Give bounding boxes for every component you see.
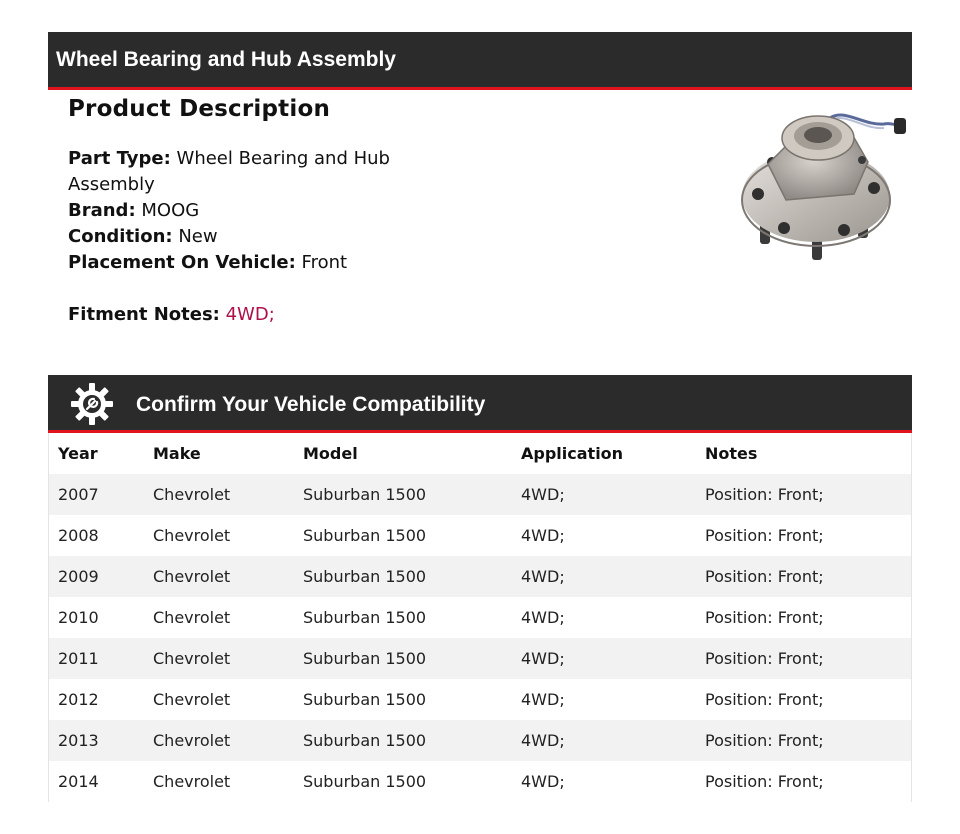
description-heading: Product Description <box>68 96 331 122</box>
cell-application: 4WD; <box>512 515 696 556</box>
cell-notes: Position: Front; <box>696 679 911 720</box>
table-header-row <box>49 433 911 474</box>
compatibility-table-container <box>48 433 912 802</box>
product-title: Wheel Bearing and Hub Assembly <box>56 47 396 71</box>
fitment-value: 4WD; <box>225 304 275 325</box>
cell-year: 2011 <box>49 638 144 679</box>
cell-make: Chevrolet <box>144 679 294 720</box>
part-type-value: Wheel Bearing and Hub Assembly <box>68 148 390 195</box>
part-type-label: Part Type: <box>68 148 171 169</box>
compatibility-table <box>49 433 911 802</box>
cell-notes: Position: Front; <box>696 720 911 761</box>
cell-model: Suburban 1500 <box>294 720 512 761</box>
cell-make: Chevrolet <box>144 638 294 679</box>
cell-year: 2007 <box>49 474 144 515</box>
table-row <box>49 556 911 597</box>
compatibility-title: Confirm Your Vehicle Compatibility <box>136 393 486 416</box>
brand-value: MOOG <box>141 200 200 221</box>
table-row <box>49 679 911 720</box>
cell-notes: Position: Front; <box>696 474 911 515</box>
cell-year: 2013 <box>49 720 144 761</box>
cell-application: 4WD; <box>512 638 696 679</box>
column-year: Year <box>58 444 98 463</box>
product-description <box>68 96 408 328</box>
cell-model: Suburban 1500 <box>294 474 512 515</box>
column-make: Make <box>153 444 201 463</box>
compatibility-header <box>48 375 912 433</box>
cell-model: Suburban 1500 <box>294 761 512 802</box>
cell-make: Chevrolet <box>144 761 294 802</box>
cell-application: 4WD; <box>512 556 696 597</box>
condition-label: Condition: <box>68 226 173 247</box>
placement-row <box>68 250 408 276</box>
fitment-label: Fitment Notes: <box>68 304 220 325</box>
cell-application: 4WD; <box>512 761 696 802</box>
cell-application: 4WD; <box>512 474 696 515</box>
cell-model: Suburban 1500 <box>294 638 512 679</box>
column-application: Application <box>521 444 624 463</box>
part-type-row <box>68 146 408 198</box>
table-row <box>49 638 911 679</box>
cell-notes: Position: Front; <box>696 515 911 556</box>
condition-row <box>68 224 408 250</box>
cell-make: Chevrolet <box>144 556 294 597</box>
cell-year: 2008 <box>49 515 144 556</box>
cell-model: Suburban 1500 <box>294 679 512 720</box>
cell-application: 4WD; <box>512 597 696 638</box>
cell-notes: Position: Front; <box>696 597 911 638</box>
cell-make: Chevrolet <box>144 515 294 556</box>
cell-year: 2012 <box>49 679 144 720</box>
brand-row <box>68 198 408 224</box>
cell-model: Suburban 1500 <box>294 597 512 638</box>
table-row <box>49 474 911 515</box>
brand-label: Brand: <box>68 200 136 221</box>
column-model: Model <box>303 444 358 463</box>
cell-notes: Position: Front; <box>696 556 911 597</box>
cell-year: 2014 <box>49 761 144 802</box>
table-row <box>49 597 911 638</box>
wheel-hub-image <box>734 104 910 268</box>
placement-label: Placement On Vehicle: <box>68 252 296 273</box>
cell-make: Chevrolet <box>144 474 294 515</box>
cell-model: Suburban 1500 <box>294 515 512 556</box>
column-notes: Notes <box>705 444 758 463</box>
table-row <box>49 720 911 761</box>
cell-notes: Position: Front; <box>696 638 911 679</box>
cell-year: 2010 <box>49 597 144 638</box>
product-header <box>48 32 912 90</box>
cell-year: 2009 <box>49 556 144 597</box>
cell-make: Chevrolet <box>144 597 294 638</box>
fitment-row <box>68 302 408 328</box>
table-row <box>49 515 911 556</box>
gear-wrench-icon <box>70 382 114 426</box>
cell-application: 4WD; <box>512 679 696 720</box>
cell-application: 4WD; <box>512 720 696 761</box>
cell-model: Suburban 1500 <box>294 556 512 597</box>
cell-make: Chevrolet <box>144 720 294 761</box>
condition-value: New <box>178 226 218 247</box>
cell-notes: Position: Front; <box>696 761 911 802</box>
table-row <box>49 761 911 802</box>
placement-value: Front <box>301 252 348 273</box>
